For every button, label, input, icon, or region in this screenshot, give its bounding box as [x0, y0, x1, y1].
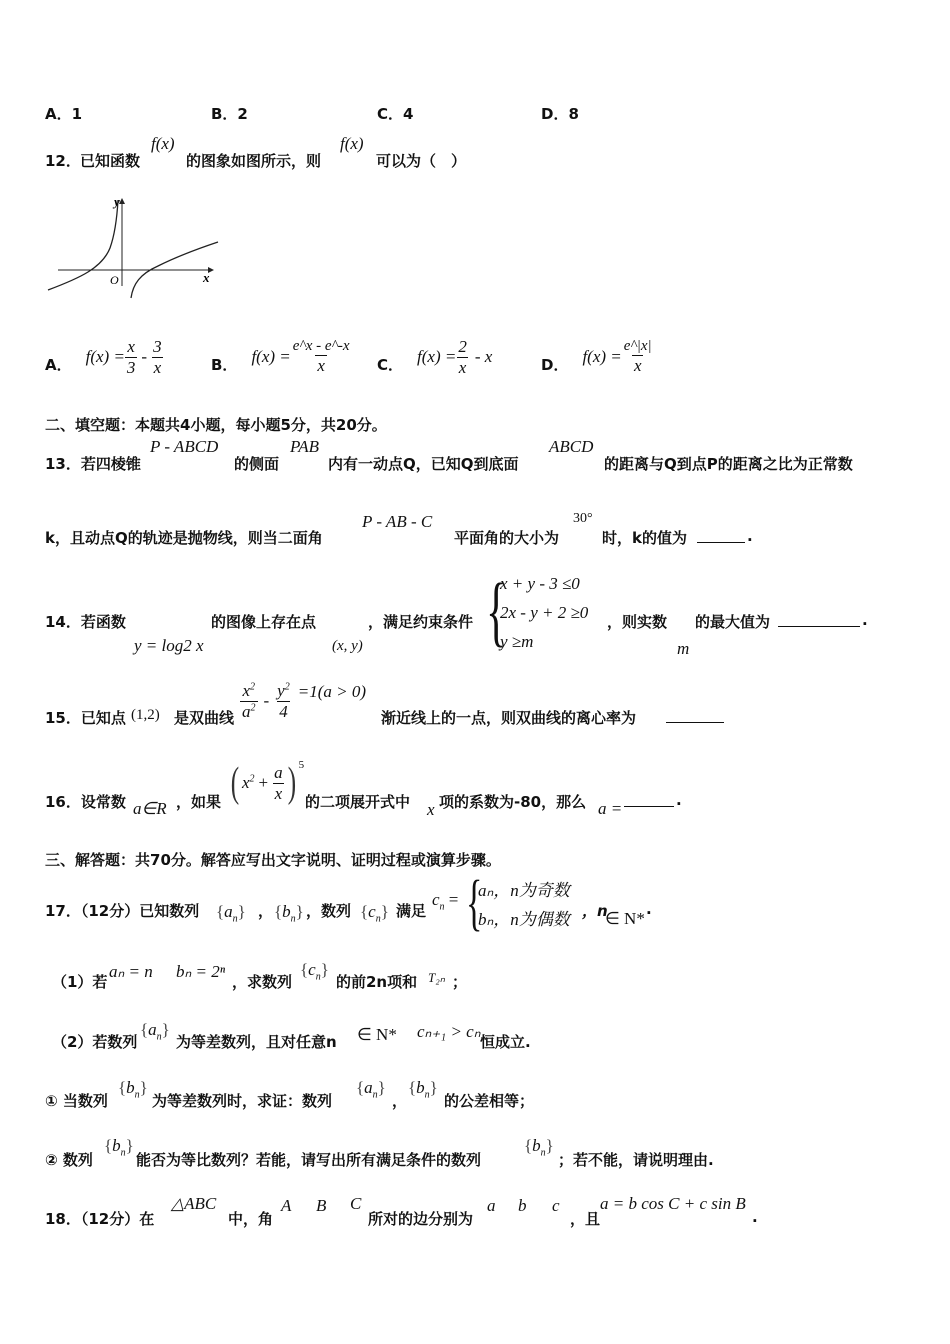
y-axis-arrow: [119, 198, 125, 204]
q13-pab: PAB: [290, 437, 319, 456]
q15-frac-x: $\frac{x^2}{a^2}$: [242, 681, 256, 721]
q16-t3: 的二项展开式中: [305, 793, 411, 811]
q17-s1-sep: ，: [392, 1092, 408, 1110]
q18-B: B: [316, 1196, 327, 1215]
q13-dihedral: P - AB - C: [362, 512, 433, 531]
q16-end: .: [676, 791, 682, 809]
q17-s1-t2: 为等差数列时，求证：数列: [152, 1092, 333, 1110]
q12-option-b-frac: $\frac{e\^{}x - e\^{}-x}{x}$: [292, 337, 350, 376]
q12-fx-1: f(x): [151, 134, 175, 153]
q17-t1: 17．（12分）已知数列: [45, 902, 200, 920]
q13-answer-blank[interactable]: [697, 528, 745, 543]
q14-constraint-3: y ≥m: [500, 632, 534, 651]
q17-sep2: ，数列: [306, 902, 352, 920]
q17-s2-t3: ；若不能，请说明理由.: [558, 1151, 714, 1169]
q13-abcd: ABCD: [549, 437, 594, 456]
q17-nstar: ∈ N*: [605, 909, 645, 928]
q17-p2-nstar: ∈ N*: [357, 1025, 397, 1044]
q14-answer-blank[interactable]: [778, 612, 860, 627]
q14-t1: 14．若函数: [45, 613, 126, 631]
q17-seq-b: $\{b_n\}$: [274, 902, 304, 925]
q17-p1-t1: （1）若: [52, 973, 108, 991]
q15-hyperbola: $\frac{x^2}{a^2}$ - $\frac{y^2}{4}$ =1(a > 0): [242, 681, 366, 721]
q16-right-paren: ): [287, 760, 296, 806]
q18-c: c: [552, 1196, 560, 1215]
q12-option-c: [377, 332, 492, 382]
section-2-heading: 二、填空题：本题共4小题，每小题5分，共20分。: [45, 416, 387, 434]
q18-end: .: [752, 1208, 758, 1226]
q14-end: .: [862, 611, 868, 629]
q11-option-d: D．8: [541, 105, 579, 123]
q16-x: x: [427, 800, 435, 819]
q18-t2: 中，角: [228, 1210, 274, 1228]
q11-option-a: A．1: [45, 105, 83, 123]
q16-t1: 16．设常数: [45, 793, 126, 811]
q14-t2: 的图像上存在点: [211, 613, 317, 631]
q17-p1-t3: 的前2n项和: [336, 973, 418, 991]
q13-t6: 时，k的值为: [602, 529, 687, 547]
q17-case-1: aₙ，n为奇数: [478, 881, 570, 900]
q13-pyramid: P - ABCD: [150, 437, 219, 456]
q12-option-a: [45, 332, 164, 382]
q15-t1: 15．已知点: [45, 709, 126, 727]
q12-option-d-lhs: f(x) =: [582, 347, 622, 366]
q17-seq-a: $\{a_n\}$: [216, 902, 246, 925]
q17-end: .: [646, 900, 652, 918]
q17-p2-ineq: cₙ₊₁ > cₙ: [417, 1022, 481, 1041]
q12-option-b: [211, 332, 352, 382]
q13-t4: k，且动点Q的轨迹是抛物线，则当二面角: [45, 529, 323, 547]
q12-option-a-frac2: $\frac{3}{x}$: [153, 336, 162, 377]
q17-p2-t2: 为等差数列，且对任意n: [176, 1033, 337, 1051]
q18-t4: ，且: [570, 1210, 601, 1228]
q16-frac: $\frac{a}{x}$: [274, 762, 283, 803]
q16-left-paren: (: [230, 760, 240, 806]
q17-s1-t3: 的公差相等；: [444, 1092, 535, 1110]
q17-t3: ，n: [582, 902, 608, 920]
q14-brace: {: [486, 567, 507, 654]
origin-label: O: [110, 273, 119, 287]
q12-option-b-lhs: f(x) =: [251, 347, 291, 366]
q12-option-b-letter: B．: [211, 355, 238, 374]
q16-x2: $x^2$: [242, 773, 255, 792]
q16-binomial: ( $x^2$ + $\frac{a}{x}$ ) 5: [230, 759, 305, 806]
q13-t3: 的距离与Q到点P的距离之比为正常数: [604, 455, 853, 473]
x-label: x: [203, 270, 210, 285]
q13-t5: 平面角的大小为: [454, 529, 560, 547]
q17-brace: {: [466, 869, 483, 937]
q15-t2: 是双曲线: [174, 709, 235, 727]
q11-option-c: C．4: [377, 105, 414, 123]
q18-A: A: [281, 1196, 292, 1215]
q12-fx-2: f(x): [340, 134, 364, 153]
q15-t3: 渐近线上的一点，则双曲线的离心率为: [381, 709, 637, 727]
q18-triangle: △ABC: [171, 1194, 217, 1213]
q14-t5: 的最大值为: [695, 613, 771, 631]
q16-cond: a∈R: [133, 799, 167, 818]
q18-b: b: [518, 1196, 527, 1215]
q12-option-d-letter: D．: [541, 355, 569, 374]
q18-C: C: [350, 1194, 362, 1213]
section-3-heading: 三、解答题：共70分。解答应写出文字说明、证明过程或演算步骤。: [45, 851, 501, 869]
q12-option-a-letter: A．: [45, 355, 72, 374]
q17-p1-seq-c: $\{c_n\}$: [300, 960, 329, 983]
q17-p2-t1: （2）若数列: [52, 1033, 138, 1051]
q17-p2-seq-a: $\{a_n\}$: [140, 1020, 170, 1043]
q12-option-d-frac: $\frac{e\^{}|x|}{x}$: [623, 337, 652, 376]
q17-p1-an: aₙ = n: [109, 962, 153, 981]
q14-point: (x, y): [332, 638, 363, 654]
q17-p2-t3: 恒成立.: [480, 1033, 531, 1051]
q14-t3: ，满足约束条件: [368, 613, 474, 631]
q17-case-2: bₙ，n为偶数: [478, 910, 570, 929]
q16-exponent: 5: [298, 759, 305, 771]
q12-text-a: 已知函数: [80, 152, 141, 170]
q12-text-c: 可以为（ ）: [376, 152, 467, 170]
q13-t1: 的侧面: [234, 455, 280, 473]
q14-constraint-1: x + y - 3 ≤0: [500, 574, 580, 593]
left-branch: [48, 200, 118, 290]
q17-p1-t2: ，求数列: [232, 973, 293, 991]
q18-t3: 所对的边分别为: [368, 1210, 474, 1228]
q12-option-a-op: -: [141, 347, 148, 366]
q12-option-a-frac1: $\frac{x}{3}$: [126, 336, 136, 377]
q17-p1-end: ；: [452, 973, 468, 991]
q18-a: a: [487, 1196, 496, 1215]
q15-answer-blank[interactable]: [666, 708, 724, 723]
q14-t4: ，则实数: [607, 613, 668, 631]
q17-s1-t1: ① 当数列: [45, 1092, 108, 1110]
q13-end: .: [747, 527, 753, 545]
q17-s2-seq-b: $\{b_n\}$: [104, 1136, 134, 1159]
q17-s1-seq-a: $\{a_n\}$: [356, 1078, 386, 1101]
q13-angle: 30°: [573, 511, 593, 526]
q12-option-c-letter: C．: [377, 355, 404, 374]
q18-t1: 18．（12分）在: [45, 1210, 155, 1228]
q17-seq-c: $\{c_n\}$: [360, 902, 389, 925]
q15-point: (1,2): [131, 707, 160, 723]
q12-number: 12．: [45, 152, 81, 170]
q17-s1-seq-b: $\{b_n\}$: [118, 1078, 148, 1101]
y-label: y: [114, 194, 120, 209]
q14-m: m: [677, 639, 690, 658]
q17-p1-T: T₂ₙ: [428, 970, 445, 985]
q12-function-graph: [40, 190, 230, 300]
q12-option-c-lhs: f(x) =: [417, 347, 457, 366]
q17-sep1: ，: [258, 902, 274, 920]
q11-option-b: B．2: [211, 105, 248, 123]
q15-frac-y: $\frac{y^2}{4}$: [277, 681, 290, 721]
q13-t2: 内有一动点Q，已知Q到底面: [328, 455, 519, 473]
q16-t4: 项的系数为-80，那么: [439, 793, 587, 811]
q17-p1-bn: bₙ = 2ⁿ: [176, 962, 226, 981]
q14-func: y = log2 x: [134, 636, 204, 655]
q17-cn-eq: $c_n$ =: [432, 890, 459, 913]
q14-constraint-2: 2x - y + 2 ≥0: [500, 603, 589, 622]
q12-text-b: 的图象如图所示，则: [186, 152, 322, 170]
q17-t2: 满足: [396, 902, 427, 920]
q12-option-d: [541, 332, 654, 382]
q17-s1-seq-b2: $\{b_n\}$: [408, 1078, 438, 1101]
q16-t2: ，如果: [176, 793, 222, 811]
q16-answer-blank[interactable]: [624, 792, 674, 807]
q12-option-c-tail: - x: [474, 347, 493, 366]
q12-option-a-lhs: f(x) =: [85, 347, 125, 366]
q15-eq-tail: =1(a > 0): [297, 682, 366, 702]
q17-s2-seq-b2: $\{b_n\}$: [524, 1136, 554, 1159]
q13-number: 13．若四棱锥: [45, 455, 141, 473]
q17-s2-t2: 能否为等比数列？若能，请写出所有满足条件的数列: [136, 1151, 482, 1169]
q16-a-eq: a =: [598, 799, 623, 818]
q12-option-c-frac: $\frac{2}{x}$: [458, 336, 467, 377]
q18-eq: a = b cos C + c sin B: [600, 1194, 746, 1213]
q17-s2-t1: ② 数列: [45, 1151, 93, 1169]
